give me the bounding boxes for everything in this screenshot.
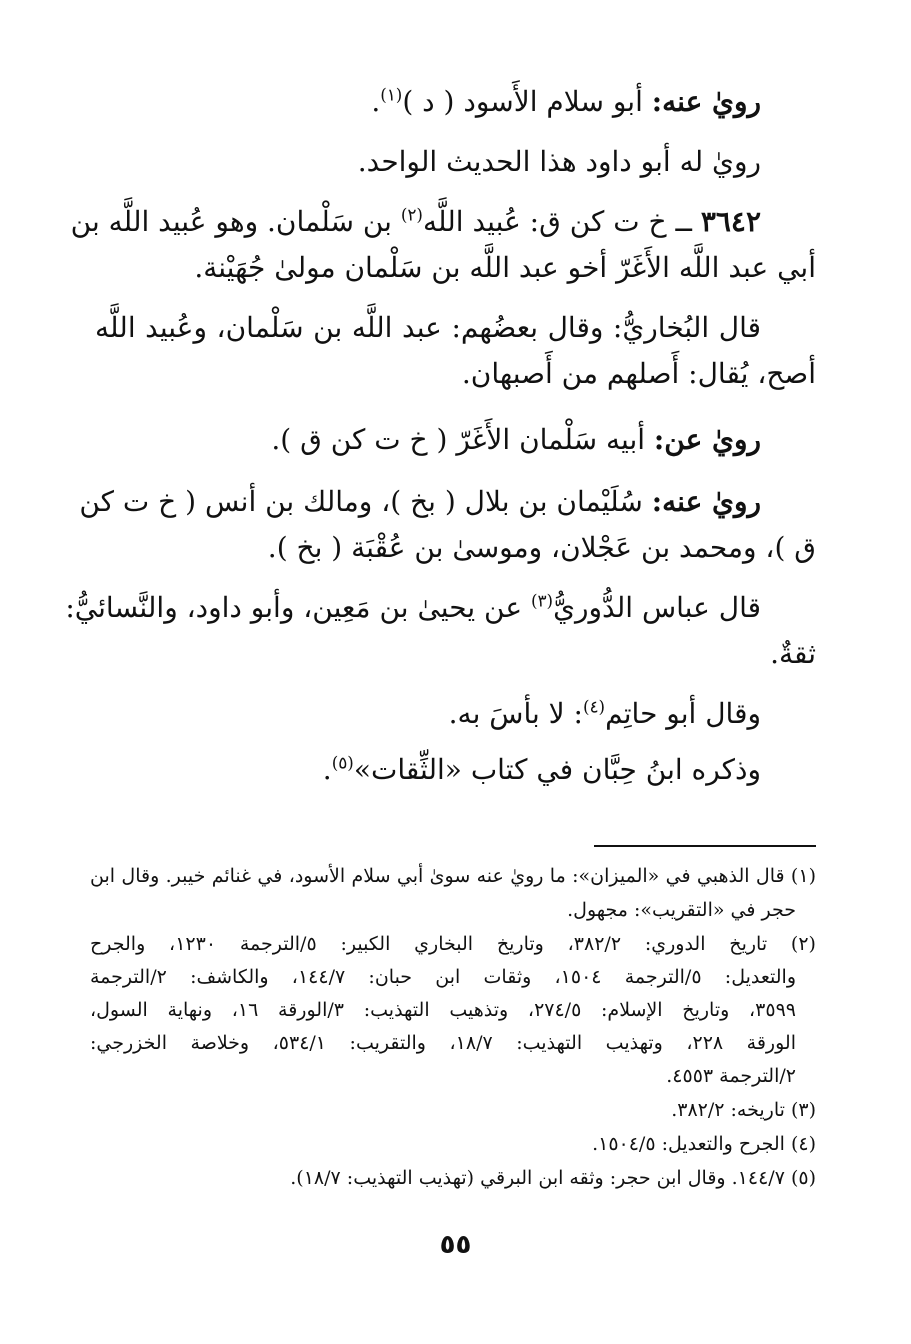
footnote-ref-1[interactable]: (١) bbox=[380, 84, 403, 105]
body-text: عن يحيىٰ بن مَعِين، وأبو داود، والنَّسائيُّ: bbox=[65, 591, 523, 624]
footnote-ref-4[interactable]: (٤) bbox=[582, 696, 606, 717]
footnote-2-cont: ٢/الترجمة ٤٥٥٣. bbox=[666, 1065, 796, 1087]
body-line-11: ثقةٌ. bbox=[770, 637, 816, 670]
footnote-2-cont: والتعديل: ٥/الترجمة ١٥٠٤، وثقات ابن حبان: ١٤٤/٧، والكاشف: ٢/الترجمة bbox=[90, 966, 796, 988]
footnote-4: (٤) الجرح والتعديل: ١٥٠٤/٥. bbox=[592, 1133, 816, 1155]
footnote-1: (١) قال الذهبي في «الميزان»: ما رويٰ عنه سوىٰ أبي سلام الأسود، في غنائم خيبر. وقال ابن bbox=[90, 865, 816, 887]
body-line-13 bbox=[95, 750, 761, 790]
body-text: . bbox=[371, 85, 381, 118]
footnote-2-cont: الورقة ٢٢٨، وتهذيب التهذيب: ١٨/٧، والتقريب: ٥٣٤/١، وخلاصة الخزرجي: bbox=[90, 1032, 796, 1054]
entry-heading-line bbox=[70, 202, 761, 242]
body-line-7 bbox=[95, 420, 761, 460]
body-line-9: ق )، ومحمد بن عَجْلان، وموسىٰ بن عُقْبَة ( بخ ). bbox=[267, 531, 816, 564]
body-text: وذكره ابنُ حِبَّان في كتاب «الثِّقات» bbox=[353, 753, 761, 786]
footnote-ref-2[interactable]: (٢) bbox=[400, 204, 423, 225]
body-text: ــ خ ت كن ق: عُبيد اللَّه bbox=[422, 205, 692, 238]
footnote-3: (٣) تاريخه: ٣٨٢/٢. bbox=[671, 1099, 816, 1121]
body-line-10 bbox=[65, 588, 761, 628]
footnote-2-cont: ٣٥٩٩، وتاريخ الإسلام: ٢٧٤/٥، وتذهيب التهذيب: ٣/الورقة ١٦، ونهاية السول، bbox=[90, 999, 796, 1021]
body-line-1 bbox=[95, 82, 761, 122]
footnote-1-cont: حجر في «التقريب»: مجهول. bbox=[567, 899, 796, 921]
footnote-5: (٥) ١٤٤/٧. وقال ابن حجر: وثقه ابن البرقي (تهذيب التهذيب: ١٨/٧). bbox=[290, 1167, 816, 1189]
body-text: أبيه سَلْمان الأَغَرّ ( خ ت كن ق ). bbox=[271, 423, 646, 456]
narrated-from-him-label: رويٰ عنه: bbox=[651, 485, 761, 518]
body-line-2: رويٰ له أبو داود هذا الحديث الواحد. bbox=[357, 145, 761, 178]
narrated-from-label: رويٰ عن: bbox=[653, 423, 761, 456]
body-text: أبو سلام الأَسود ( د ) bbox=[402, 85, 643, 118]
footnote-separator bbox=[594, 845, 816, 847]
entry-number: ٣٦٤٢ bbox=[700, 205, 761, 238]
body-text: : لا بأسَ به. bbox=[448, 697, 583, 730]
body-line-5: قال البُخاريُّ: وقال بعضُهم: عبد اللَّه بن سَلْمان، وعُبيد اللَّه bbox=[95, 311, 761, 344]
body-text: بن سَلْمان. وهو عُبيد اللَّه بن bbox=[70, 205, 392, 238]
body-text: قال عباس الدُّوريُّ bbox=[553, 591, 761, 624]
page-number: ٥٥ bbox=[439, 1230, 472, 1260]
body-text: وقال أبو حاتِم bbox=[605, 697, 761, 730]
body-text: . bbox=[322, 753, 332, 786]
narrated-from-him-label: رويٰ عنه: bbox=[651, 85, 761, 118]
body-text: سُلَيْمان بن بلال ( بخ )، ومالك بن أنس ( خ ت كن bbox=[79, 485, 643, 518]
footnote-2: (٢) تاريخ الدوري: ٣٨٢/٢، وتاريخ البخاري الكبير: ٥/الترجمة ١٢٣٠، والجرح bbox=[90, 933, 816, 955]
body-line-6: أصح، يُقال: أَصلهم من أَصبهان. bbox=[461, 357, 816, 390]
body-line-8 bbox=[79, 482, 761, 522]
body-line-4: أبي عبد اللَّه الأَغَرّ أخو عبد اللَّه بن سَلْمان مولىٰ جُهَيْنة. bbox=[194, 251, 816, 284]
footnote-ref-5[interactable]: (٥) bbox=[331, 752, 354, 773]
body-line-12 bbox=[95, 694, 761, 734]
footnote-ref-3[interactable]: (٣) bbox=[530, 590, 554, 611]
